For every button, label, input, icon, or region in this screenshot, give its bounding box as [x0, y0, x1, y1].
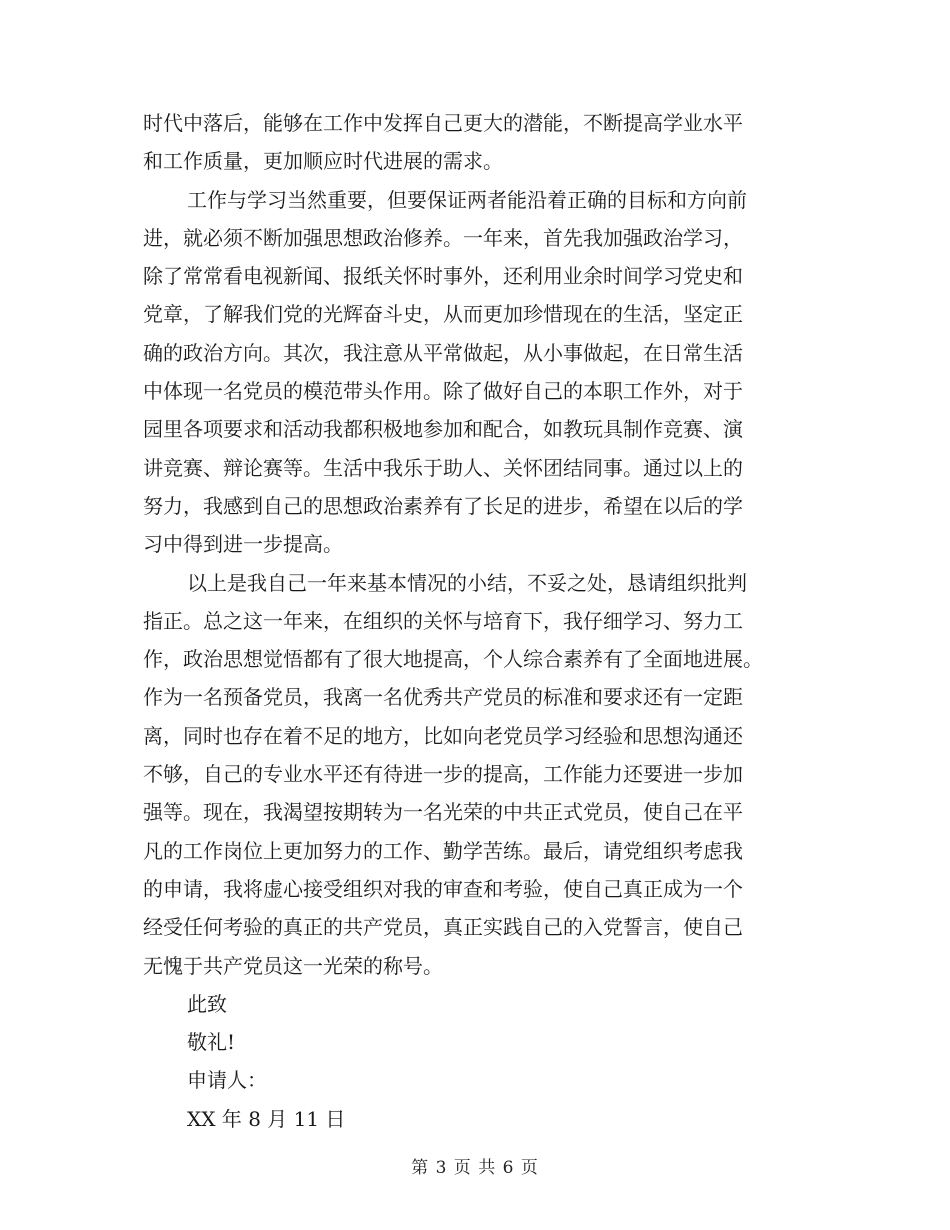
text-line: 习中得到进一步提高。: [143, 532, 343, 557]
text-line: 作为一名预备党员，我离一名优秀共产党员的标准和要求还有一定距: [143, 685, 743, 710]
text-line: 的申请，我将虚心接受组织对我的审查和考验，使自己真正成为一个: [143, 876, 743, 901]
text-line: 中体现一名党员的模范带头作用。除了做好自己的本职工作外，对于: [143, 379, 743, 404]
paragraph-lines: [143, 104, 808, 985]
date-line: XX 年 8 月 11 日: [187, 1106, 346, 1131]
text-line: 指正。总之这一年来，在组织的关怀与培育下，我仔细学习、努力工: [143, 608, 743, 633]
text-line: 进，就必须不断加强思想政治修养。一年来，首先我加强政治学习，: [143, 225, 743, 250]
text-line: 以上是我自己一年来基本情况的小结，不妥之处，恳请组织批判: [187, 570, 747, 595]
text-line: 强等。现在，我渴望按期转为一名光荣的中共正式党员，使自己在平: [143, 800, 743, 825]
document-body: [143, 104, 808, 1138]
text-line: 经受任何考验的真正的共产党员，真正实践自己的入党誓言，使自己: [143, 915, 743, 940]
text-line: 不够，自己的专业水平还有待进一步的提高，工作能力还要进一步加: [143, 762, 743, 787]
text-line: 无愧于共产党员这一光荣的称号。: [143, 953, 443, 978]
page-number: 第 3 页 共 6 页: [411, 1158, 539, 1178]
text-line: 努力，我感到自己的思想政治素养有了长足的进步，希望在以后的学: [143, 493, 743, 518]
text-line: 确的政治方向。其次，我注意从平常做起，从小事做起，在日常生活: [143, 340, 743, 365]
applicant-line: 申请人：: [187, 1068, 267, 1093]
text-line: 党章，了解我们党的光辉奋斗史，从而更加珍惜现在的生活，坚定正: [143, 302, 743, 327]
text-line: 时代中落后，能够在工作中发挥自己更大的潜能，不断提高学业水平: [143, 111, 743, 135]
text-line: 离，同时也存在着不足的地方，比如向老党员学习经验和思想沟通还: [143, 723, 743, 748]
text-line: 除了常常看电视新闻、报纸关怀时事外，还利用业余时间学习党史和: [143, 264, 743, 289]
text-line: 讲竞赛、辩论赛等。生活中我乐于助人、关怀团结同事。通过以上的: [143, 455, 743, 480]
text-line: 工作与学习当然重要，但要保证两者能沿着正确的目标和方向前: [187, 187, 747, 212]
text-line: 凡的工作岗位上更加努力的工作、勤学苦练。最后，请党组织考虑我: [143, 838, 743, 863]
text-line: 作，政治思想觉悟都有了很大地提高，个人综合素养有了全面地进展。: [143, 647, 763, 672]
salute-line: 敬礼!: [187, 1030, 236, 1055]
text-line: 和工作质量，更加顺应时代进展的需求。: [143, 149, 503, 174]
closing-line: 此致: [187, 991, 227, 1016]
text-line: 园里各项要求和活动我都积极地参加和配合，如教玩具制作竞赛、演: [143, 417, 743, 442]
